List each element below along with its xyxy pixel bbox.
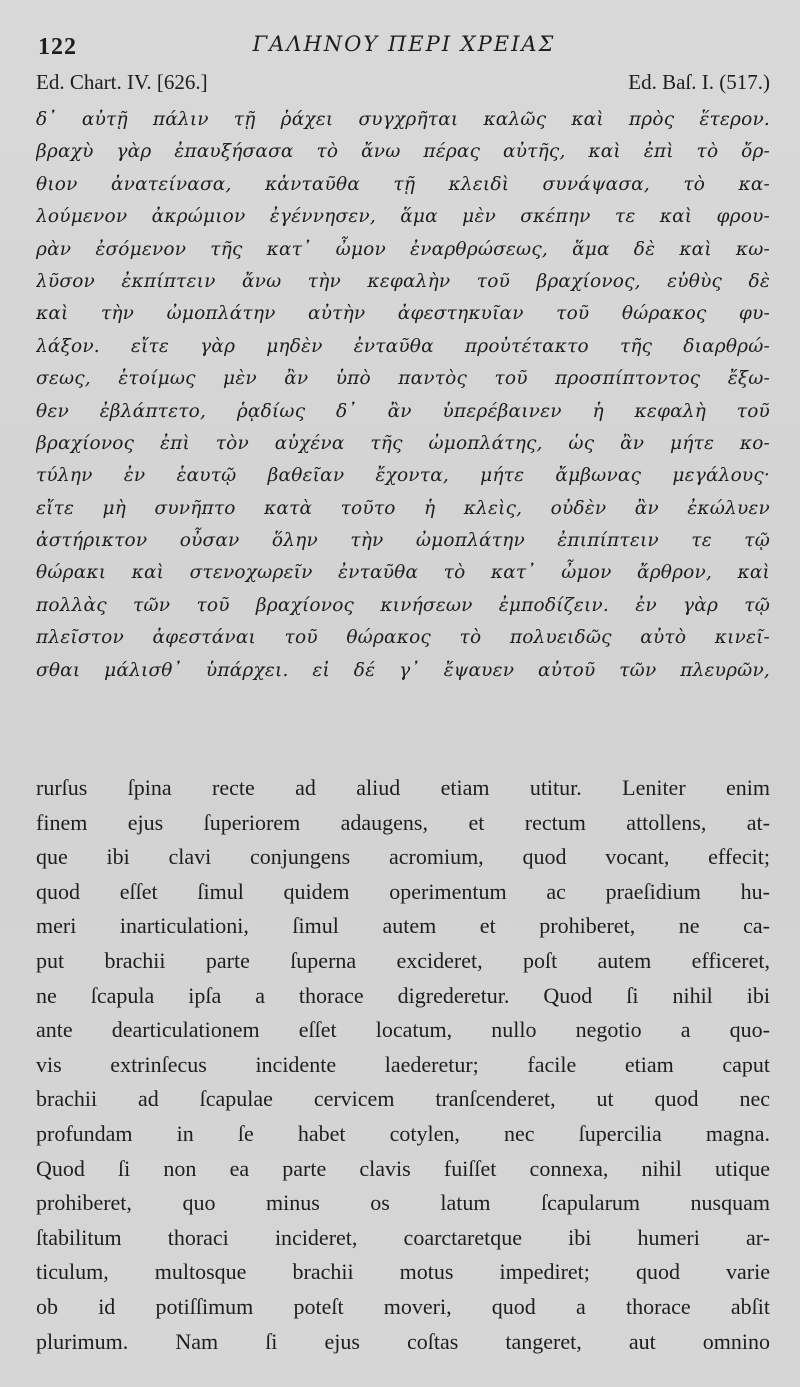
latin-line: ne ſcapula ipſa a thorace digrederetur. Quod ſi nihil ibi — [36, 982, 770, 1008]
greek-line: θώρακι καὶ στενοχωρεῖν ἐνταῦθα τὸ κατ᾽ ὦμον ἄρθρον, καὶ — [36, 562, 770, 584]
greek-line: πλεῖστον ἀφεστάναι τοῦ θώρακος τὸ πολυειδῶς αὐτὸ κινεῖ- — [36, 627, 770, 649]
latin-line: ticulum, multosque brachii motus impediret; quod varie — [36, 1259, 770, 1285]
latin-line: rurſus ſpina recte ad aliud etiam utitur. Leniter enim — [36, 775, 770, 800]
latin-line: put brachii parte ſuperna excideret, poſt autem efficeret, — [36, 947, 770, 973]
latin-line: que ibi clavi conjungens acromium, quod vocant, effecit; — [36, 844, 770, 870]
greek-line: δ᾽ αὐτῇ πάλιν τῇ ῥάχει συγχρῆται καλῶς καὶ πρὸς ἕτερον. — [36, 109, 770, 130]
edition-basel-reference: Ed. Baſ. I. (517.) — [628, 70, 770, 94]
greek-line: σθαι μάλισθ᾽ ὑπάρχει. εἰ δέ γ᾽ ἔψαυεν αὐτοῦ τῶν πλευρῶν, — [36, 659, 770, 681]
greek-line: σεως, ἑτοίμως μὲν ἂν ὑπὸ παντὸς τοῦ προσπίπτοντος ἔξω- — [36, 368, 770, 390]
latin-line: brachii ad ſcapulae cervicem tranſcenderet, ut quod nec — [36, 1086, 770, 1112]
latin-line: ob id potiſſimum poteſt moveri, quod a thorace abſit — [36, 1293, 770, 1319]
latin-line: plurimum. Nam ſi ejus coſtas tangeret, aut omnino — [36, 1328, 770, 1354]
latin-line: Quod ſi non ea parte clavis fuiſſet connexa, nihil utique — [36, 1155, 770, 1181]
edition-chart-reference: Ed. Chart. IV. [626.] — [36, 70, 208, 94]
greek-line: εἴτε μὴ συνῆπτο κατὰ τοῦτο ἡ κλεὶς, οὐδὲν ἂν ἐκώλυεν — [36, 497, 770, 519]
latin-line: finem ejus ſuperiorem adaugens, et rectum attollens, at- — [36, 809, 770, 835]
greek-line: τύλην ἐν ἑαυτῷ βαθεῖαν ἔχοντα, μήτε ἄμβωνας μεγάλους· — [36, 465, 770, 487]
greek-line: θιον ἀνατείνασα, κἀνταῦθα τῇ κλειδὶ συνάψασα, τὸ κα- — [36, 173, 770, 195]
latin-line: ante dearticulationem eſſet locatum, nullo negotio a quo- — [36, 1017, 770, 1043]
greek-line: λῦσον ἐκπίπτειν ἄνω τὴν κεφαλὴν τοῦ βραχίονος, εὐθὺς δὲ — [36, 270, 770, 292]
greek-line: ρὰν ἐσόμενον τῆς κατ᾽ ὦμον ἐναρθρώσεως, ἅμα δὲ καὶ κω- — [36, 238, 770, 260]
latin-line: profundam in ſe habet cotylen, nec ſupercilia magna. — [36, 1120, 770, 1146]
latin-line: vis extrinſecus incidente laederetur; facile etiam caput — [36, 1051, 770, 1077]
latin-line: ſtabilitum thoraci incideret, coarctaretque ibi humeri ar- — [36, 1224, 770, 1250]
latin-line: prohiberet, quo minus os latum ſcapularum nusquam — [36, 1190, 770, 1216]
latin-line: quod eſſet ſimul quidem operimentum ac praeſidium hu- — [36, 878, 770, 904]
latin-text-block — [36, 771, 770, 1359]
greek-line: λούμενον ἀκρώμιον ἐγέννησεν, ἅμα μὲν σκέπην τε καὶ φρου- — [36, 206, 770, 228]
edition-references — [36, 70, 770, 102]
greek-line: θεν ἐβλάπτετο, ῥᾳδίως δ᾽ ἂν ὑπερέβαινεν ἡ κεφαλὴ τοῦ — [36, 400, 770, 422]
greek-text-block — [36, 104, 770, 687]
page-number: 122 — [38, 34, 77, 60]
greek-line: πολλὰς τῶν τοῦ βραχίονος κινήσεων ἐμποδίζειν. ἐν γὰρ τῷ — [36, 594, 770, 616]
running-title: ΓΑΛΗΝΟΥ ΠΕΡΙ ΧΡΕΙΑΣ — [252, 32, 556, 56]
greek-line: βραχὺ γὰρ ἐπαυξήσασα τὸ ἄνω πέρας αὐτῆς, καὶ ἐπὶ τὸ ὄρ- — [36, 141, 770, 163]
latin-line: meri inarticulationi, ſimul autem et prohiberet, ne ca- — [36, 913, 770, 939]
greek-line: βραχίονος ἐπὶ τὸν αὐχένα τῆς ὠμοπλάτης, ὡς ἂν μήτε κο- — [36, 432, 770, 454]
greek-line: λάξον. εἴτε γὰρ μηδὲν ἐνταῦθα προὐτέτακτο τῆς διαρθρώ- — [36, 335, 770, 357]
greek-line: καὶ τὴν ὠμοπλάτην αὐτὴν ἀφεστηκυῖαν τοῦ θώρακος φυ- — [36, 303, 770, 325]
page-header — [38, 26, 770, 66]
greek-line: ἀστήρικτον οὖσαν ὅλην τὴν ὠμοπλάτην ἐπιπίπτειν τε τῷ — [36, 530, 770, 552]
